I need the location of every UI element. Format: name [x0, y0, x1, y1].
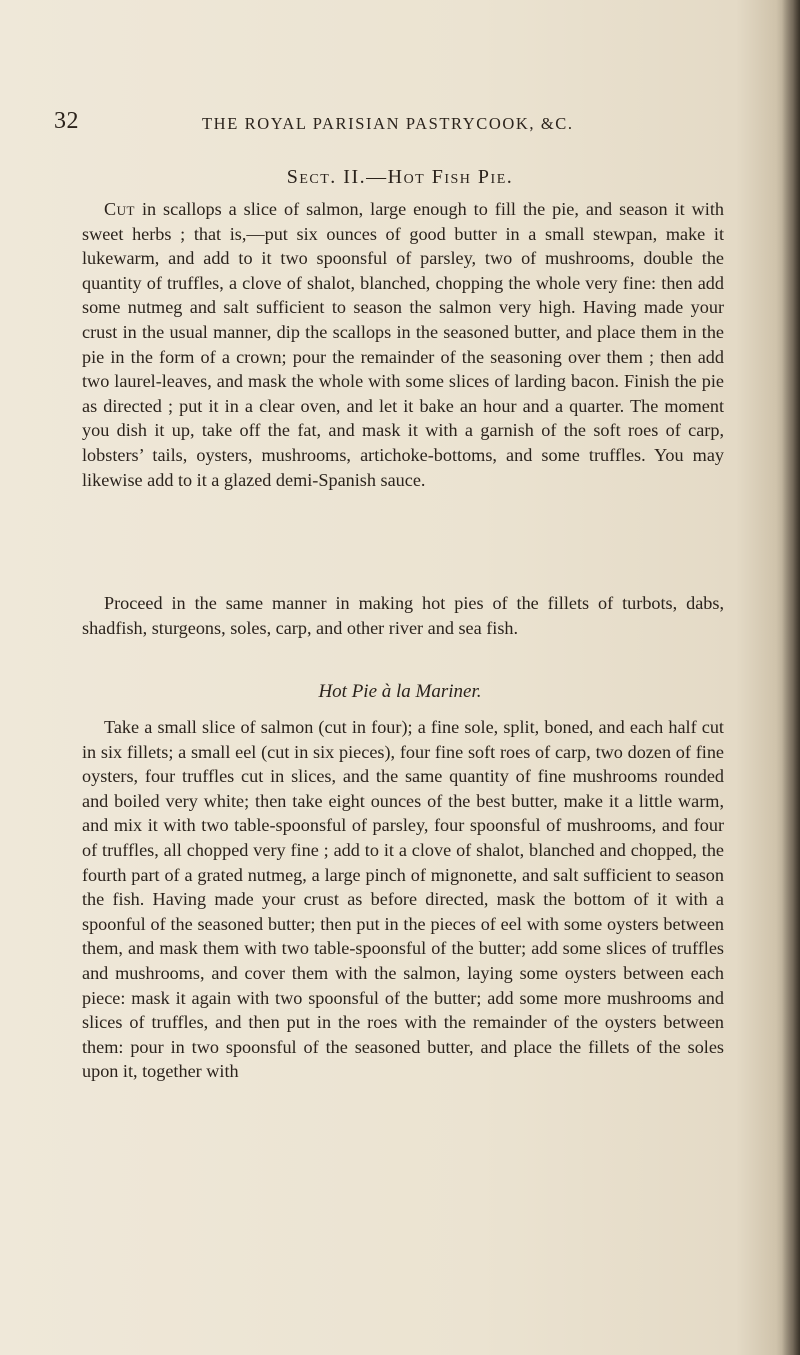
- subsection-title: Hot Pie à la Mariner.: [318, 681, 482, 702]
- section-title: Sect. II.—Hot Fish Pie.: [286, 166, 514, 188]
- paragraph-proceed: Proceed in the same manner in making hot pies of the fillets of turbots, dabs, shadfish, sturgeons, soles, carp, and other river and sea fish.: [82, 593, 724, 638]
- paragraph-mariner: Take a small slice of salmon (cut in four); a fine sole, split, boned, and each half cut in six fillets; a small eel (cut in six pieces), four fine soft roes of carp, two dozen of fine oysters, four truffles cut in slices, and the same quantity of fine mushrooms rounded and boiled very white; then take eight ounces of the best butter, make it a little warm, and mix it with two table-spoonsful of parsley, four spoonsful of mushrooms, and four of truffles, all chopped very fine ; add to it a clove of shalot, blanched and chopped, the fourth part of a grated nutmeg, a large pinch of mignonette, and salt sufficient to season the fish. Having made your crust as before directed, mask the bottom of it with a spoonful of the seasoned butter; then put in the pieces of eel with some oysters between them, and mask them with two table-spoonsful of the butter; add some slices of truffles and mushrooms, and cover them with the salmon, laying some oysters between each piece: mask it again with two spoonsful of the butter; add some more mushrooms and slices of truffles, and then put in the roes with the remainder of the oysters between them: pour in two spoonsful of the seasoned butter, and place the fillets of the soles upon it, together with: [82, 717, 724, 1082]
- running-head: THE ROYAL PARISIAN PASTRYCOOK, &C.: [202, 114, 574, 133]
- paragraph-hot-fish-pie: [82, 197, 724, 492]
- page-header: [52, 108, 742, 142]
- page-edge-shadow: [782, 0, 800, 1355]
- page-number: 32: [54, 108, 79, 134]
- paragraph-body: in scallops a slice of salmon, large enough to fill the pie, and season it with sweet herbs ; that is,—put six ounces of good butter in a small stewpan, make it lukewarm, and add to it two spoonsful of parsley, two of mushrooms, double the quantity of truffles, a clove of shalot, blanched, chopping the whole very fine: then add some nutmeg and salt sufficient to season the salmon very high. Having made your crust in the usual manner, dip the scallops in the seasoned butter, and place them in the pie in the form of a crown; pour the remainder of the seasoning over them ; then add two laurel-leaves, and mask the whole with some slices of larding bacon. Finish the pie as directed ; put it in a clear oven, and let it bake an hour and a quarter. The moment you dish it up, take off the fat, and mask it with a garnish of the soft roes of carp, lobsters’ tails, oysters, mushrooms, artichoke-bottoms, and some truffles. You may likewise add to it a glazed demi-Spanish sauce.: [82, 199, 724, 490]
- paragraph-lead-word: Cut: [104, 199, 135, 219]
